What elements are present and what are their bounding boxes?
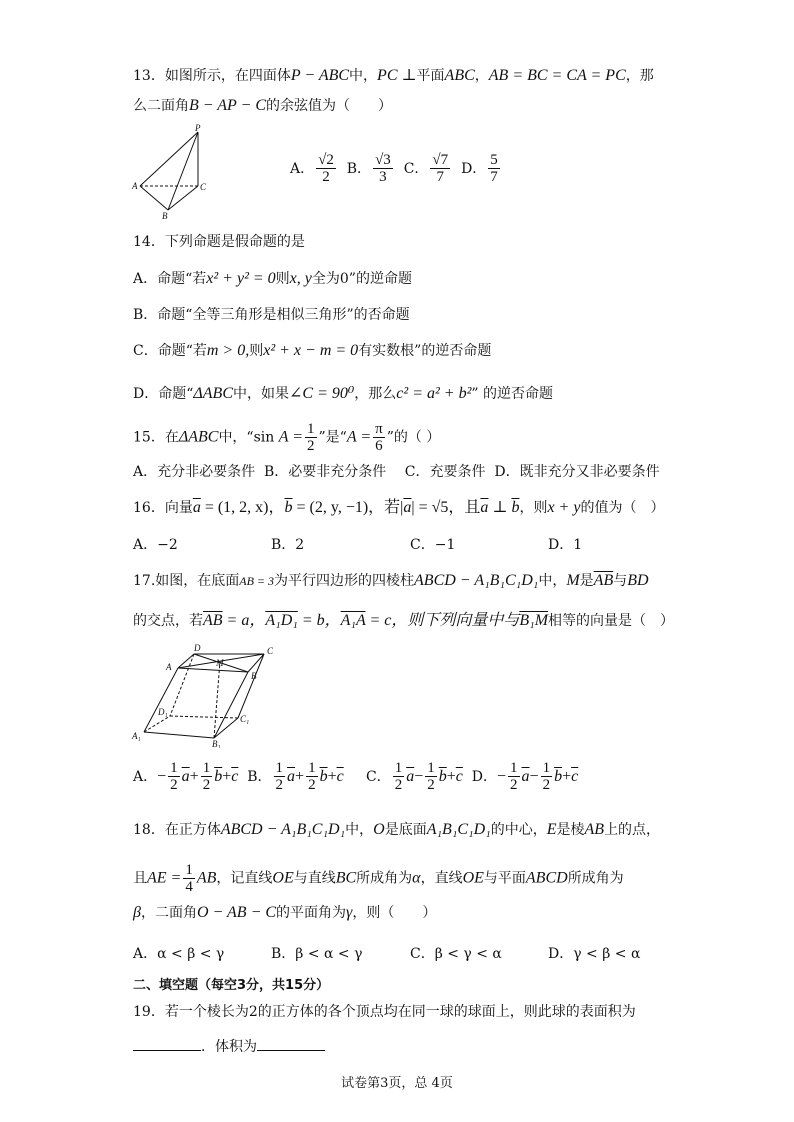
text: 中， bbox=[538, 573, 567, 589]
text: 是 bbox=[579, 573, 594, 589]
numerator: √2 bbox=[318, 152, 334, 168]
math: M bbox=[566, 572, 580, 589]
vector-c: $\overline{c}$ bbox=[455, 767, 463, 785]
sign: − bbox=[529, 767, 539, 785]
text: ，则（ ） bbox=[352, 905, 437, 921]
text: ，记直线 bbox=[216, 870, 273, 887]
q16-option-b[interactable]: B．2 bbox=[271, 537, 305, 553]
vector-b: $\overline{b}$ bbox=[438, 767, 447, 785]
q18-option-a[interactable]: A．α < β < γ bbox=[133, 946, 225, 962]
option-letter: C． bbox=[403, 160, 429, 177]
sign: − bbox=[157, 767, 167, 785]
q15-stem bbox=[133, 421, 440, 454]
sign: + bbox=[222, 767, 232, 785]
denominator: 7 bbox=[436, 169, 445, 185]
denominator: 2 bbox=[170, 777, 178, 793]
text: 与平面 bbox=[483, 870, 526, 887]
text: 与 bbox=[613, 573, 628, 589]
math: β bbox=[133, 904, 141, 921]
label-a: A bbox=[166, 662, 172, 672]
numerator: 1 bbox=[170, 760, 178, 776]
math: m > 0, bbox=[206, 342, 250, 359]
q16-option-d[interactable]: D．1 bbox=[548, 537, 583, 553]
text: D．命题“ bbox=[133, 386, 194, 402]
numerator: π bbox=[375, 421, 383, 437]
numerator: 1 bbox=[275, 760, 284, 776]
q17-option-c[interactable] bbox=[365, 760, 463, 793]
math: ABCD − A₁B₁C₁D₁ bbox=[220, 821, 346, 838]
vector-a: $\overline{a}$ bbox=[192, 499, 201, 516]
fraction bbox=[305, 421, 317, 454]
label-c: C bbox=[200, 182, 207, 192]
text: ．体积为 bbox=[201, 1039, 257, 1055]
vector: $\overline{AB}$ bbox=[593, 572, 614, 589]
vector-b: $\overline{b}$ bbox=[319, 767, 328, 785]
sign: + bbox=[562, 767, 572, 785]
q17-options bbox=[133, 760, 578, 793]
text: 15．在 bbox=[133, 429, 179, 446]
vector: A₁D₁ bbox=[265, 612, 298, 629]
label-d1: D₁ bbox=[158, 707, 168, 717]
q13-option-c[interactable] bbox=[403, 152, 452, 185]
q13-text: 的余弦值为（ ） bbox=[266, 98, 393, 114]
denominator: 4 bbox=[185, 879, 193, 895]
label-b: B bbox=[162, 211, 168, 220]
option-letter: D． bbox=[461, 160, 487, 177]
text: 为平行四边形的四棱柱 bbox=[274, 573, 415, 589]
option-letter: A． bbox=[133, 768, 158, 785]
vector: $\overline{AB}$ bbox=[203, 612, 223, 629]
q13-tetrahedron-figure bbox=[130, 124, 215, 220]
fraction bbox=[393, 760, 405, 793]
vector: A₁A bbox=[340, 612, 366, 629]
label-p: P bbox=[195, 124, 201, 133]
q13-text: ，那 bbox=[625, 68, 654, 84]
text: 的交点，若 bbox=[133, 613, 203, 629]
denominator: 2 bbox=[394, 777, 403, 793]
q18-line3 bbox=[133, 903, 436, 923]
math: E bbox=[546, 821, 557, 838]
denominator: 2 bbox=[427, 777, 435, 793]
math: = c，则下列向量中与 bbox=[365, 612, 520, 629]
math: = (2, y, −1)，若| bbox=[292, 499, 404, 516]
numerator: √7 bbox=[432, 152, 449, 168]
label-a: A bbox=[132, 181, 138, 191]
math: ΔABC bbox=[178, 428, 219, 446]
q17-line2 bbox=[133, 611, 674, 631]
text: ”是“ bbox=[318, 429, 347, 446]
vector-b: $\overline{b}$ bbox=[284, 499, 293, 516]
vector-c: $\overline{c}$ bbox=[571, 767, 579, 785]
text: 且 bbox=[133, 870, 147, 887]
math: O bbox=[373, 821, 385, 838]
q14-option-a[interactable] bbox=[133, 269, 412, 289]
label-b1: B₁ bbox=[212, 739, 221, 748]
q13-text: 平面 bbox=[416, 68, 445, 84]
text: 全为0”的逆命题 bbox=[311, 271, 412, 287]
label-b: B bbox=[251, 671, 257, 681]
label-c1: C₁ bbox=[240, 714, 250, 724]
denominator: 2 bbox=[307, 438, 315, 454]
q13-option-b[interactable] bbox=[346, 152, 395, 185]
vector-a: $\overline{a}$ bbox=[480, 499, 489, 516]
numerator: 1 bbox=[510, 760, 518, 776]
text: C．命题“若 bbox=[133, 343, 207, 359]
math: = a， bbox=[222, 612, 266, 629]
sign: + bbox=[327, 767, 337, 785]
text: ，直线 bbox=[420, 870, 463, 887]
q13-text: 中， bbox=[349, 68, 378, 84]
denominator: 2 bbox=[542, 777, 551, 793]
math: x² + x − m = 0 bbox=[263, 342, 359, 359]
sign: − bbox=[497, 767, 507, 785]
denominator: 7 bbox=[490, 169, 498, 185]
q13-option-d[interactable] bbox=[461, 152, 502, 185]
text: 与直线 bbox=[293, 870, 336, 887]
sign: − bbox=[414, 767, 424, 785]
vector-a: $\overline{a}$ bbox=[181, 767, 190, 785]
fraction bbox=[168, 760, 180, 793]
q13-expr: B − AP − C bbox=[189, 97, 267, 114]
denominator: 2 bbox=[308, 777, 316, 793]
option-letter: B． bbox=[247, 768, 272, 785]
math: = b， bbox=[297, 612, 341, 629]
math: c² = a² + b² bbox=[396, 385, 472, 402]
q13-expr: AB = BC = CA = PC bbox=[488, 67, 626, 84]
math: | = √5，且 bbox=[411, 499, 481, 516]
numerator: 1 bbox=[394, 760, 403, 776]
q15-options[interactable]: A．充分非必要条件 B．必要非充分条件 C．充要条件 D．既非充分又非必要条件 bbox=[133, 464, 660, 480]
text: ”的（ ） bbox=[386, 429, 441, 446]
q18-option-b[interactable]: B．β < α < γ bbox=[271, 946, 363, 962]
text: 的平面角为 bbox=[276, 905, 347, 921]
math: x + y bbox=[547, 499, 581, 516]
q13-line2 bbox=[133, 96, 392, 116]
vector-b: $\overline{b}$ bbox=[554, 767, 563, 785]
math: OE bbox=[272, 869, 294, 887]
text: 中，如果 bbox=[233, 386, 289, 402]
numerator: 1 bbox=[202, 760, 211, 776]
fraction bbox=[183, 862, 195, 895]
text: 是底面 bbox=[384, 822, 427, 838]
label-m: M bbox=[216, 658, 224, 668]
q14-option-c[interactable] bbox=[133, 341, 491, 361]
q13-line1 bbox=[133, 66, 654, 86]
sign: + bbox=[446, 767, 456, 785]
vector-c: $\overline{c}$ bbox=[336, 767, 344, 785]
q13-expr: PC ⊥ bbox=[377, 67, 417, 84]
denominator: 2 bbox=[322, 169, 330, 185]
section-heading: 二、填空题（每空3分，共15分） bbox=[133, 978, 330, 993]
math: A = bbox=[346, 428, 372, 446]
denominator: 2 bbox=[275, 777, 284, 793]
fraction bbox=[541, 760, 553, 793]
q17-option-a[interactable] bbox=[133, 760, 239, 793]
math: O − AB − C bbox=[196, 904, 277, 921]
q13-text: 么二面角 bbox=[133, 98, 189, 114]
q13-option-a[interactable] bbox=[290, 152, 338, 185]
q18-option-c[interactable]: C．β < γ < α bbox=[410, 946, 502, 962]
text: ，那么 bbox=[354, 386, 397, 402]
sign: + bbox=[189, 767, 199, 785]
vector-c: $\overline{c}$ bbox=[231, 767, 239, 785]
text: 中， bbox=[345, 822, 374, 838]
text: ，则 bbox=[519, 500, 548, 516]
text: 是棱 bbox=[556, 822, 585, 838]
q17-line1 bbox=[133, 571, 649, 591]
math: α bbox=[412, 869, 421, 887]
math: BC bbox=[335, 869, 357, 887]
q13-text: 13．如图所示，在四面体 bbox=[133, 68, 291, 84]
denominator: 6 bbox=[375, 438, 383, 454]
q17-prism-figure bbox=[130, 644, 280, 748]
math: AB bbox=[196, 869, 217, 887]
math: x² + y² = 0 bbox=[206, 270, 276, 287]
numerator: 1 bbox=[427, 760, 435, 776]
q14-option-d[interactable] bbox=[133, 384, 553, 404]
denominator: 2 bbox=[510, 777, 518, 793]
math: = (1, 2, x)， bbox=[200, 499, 285, 516]
q18-line1 bbox=[133, 820, 660, 840]
vector-b: $\overline{b}$ bbox=[511, 499, 520, 516]
math: BD bbox=[627, 572, 649, 589]
text: ，二面角 bbox=[140, 905, 197, 921]
numerator: 1 bbox=[185, 862, 193, 878]
numerator: 5 bbox=[490, 152, 498, 168]
q17-option-b[interactable] bbox=[247, 760, 344, 793]
q13-expr: P − ABC bbox=[290, 67, 350, 84]
text: 则 bbox=[275, 271, 290, 287]
label-c: C bbox=[267, 646, 274, 656]
answer-blank-volume[interactable] bbox=[257, 1036, 325, 1051]
fraction bbox=[488, 152, 500, 185]
math: A₁B₁C₁D₁ bbox=[426, 821, 491, 838]
fraction bbox=[373, 421, 385, 454]
vector-b: $\overline{b}$ bbox=[214, 767, 223, 785]
option-letter: C． bbox=[365, 768, 391, 785]
fraction bbox=[274, 760, 286, 793]
math: γ bbox=[346, 904, 353, 921]
q18-line2 bbox=[133, 862, 624, 895]
text: 的中心， bbox=[490, 822, 547, 838]
text: 16．向量 bbox=[133, 500, 193, 516]
fraction bbox=[306, 760, 318, 793]
option-letter: B． bbox=[346, 160, 372, 177]
math: OE bbox=[462, 869, 484, 887]
numerator: 1 bbox=[307, 421, 315, 437]
text: ” 的逆否命题 bbox=[471, 386, 553, 402]
q14-option-b[interactable]: B．命题“全等三角形是相似三角形”的否命题 bbox=[133, 307, 410, 323]
math: ABCD − A₁B₁C₁D₁ bbox=[414, 572, 539, 589]
math: ⊥ bbox=[488, 499, 512, 516]
math: ABCD bbox=[525, 869, 568, 887]
math: A = bbox=[278, 428, 304, 446]
option-letter: D． bbox=[471, 768, 497, 785]
label-a1: A₁ bbox=[132, 731, 141, 741]
vector-a: $\overline{a}$ bbox=[403, 499, 412, 516]
answer-blank-area[interactable] bbox=[133, 1036, 201, 1051]
q19-line2 bbox=[133, 1036, 325, 1057]
vector-a: $\overline{a}$ bbox=[287, 767, 296, 785]
q13-expr: ABC bbox=[444, 67, 475, 84]
text: 所成角为 bbox=[567, 870, 624, 887]
numerator: 1 bbox=[308, 760, 316, 776]
text: 18．在正方体 bbox=[133, 822, 221, 838]
sign: + bbox=[295, 767, 305, 785]
q16-stem bbox=[133, 498, 664, 518]
vector-a: $\overline{a}$ bbox=[406, 767, 415, 785]
text: 相等的向量是（ ） bbox=[548, 613, 675, 629]
fraction bbox=[373, 152, 393, 185]
q16-option-c[interactable]: C．−1 bbox=[410, 537, 456, 553]
text: 上的点， bbox=[604, 822, 661, 838]
text: 有实数根”的逆否命题 bbox=[358, 343, 492, 359]
fraction bbox=[316, 152, 336, 185]
denominator: 3 bbox=[379, 169, 387, 185]
text: 中，“sin bbox=[218, 429, 275, 446]
q14-stem: 14．下列命题是假命题的是 bbox=[133, 234, 305, 250]
text: A．命题“若 bbox=[133, 271, 207, 287]
fraction bbox=[201, 760, 213, 793]
label-d: D bbox=[194, 644, 201, 653]
fraction bbox=[508, 760, 520, 793]
math: AB bbox=[584, 821, 605, 838]
math: AE = bbox=[147, 869, 182, 887]
text: 17.如图，在底面 bbox=[133, 573, 240, 589]
denominator: 2 bbox=[202, 777, 211, 793]
math: ΔABC bbox=[193, 385, 233, 402]
option-letter: A． bbox=[290, 160, 315, 177]
fraction bbox=[430, 152, 450, 185]
page-footer: 试卷第3页，总 4页 bbox=[341, 1076, 453, 1091]
q16-option-a[interactable]: A．−2 bbox=[133, 537, 178, 553]
vector: B₁M bbox=[519, 612, 549, 629]
q17-option-d[interactable] bbox=[471, 760, 579, 793]
text: 所成角为 bbox=[356, 870, 413, 887]
q19-line1: 19．若一个棱长为2的正方体的各个顶点均在同一球的球面上，则此球的表面积为 bbox=[133, 1004, 636, 1020]
math: ∠C = 90⁰ bbox=[289, 385, 355, 402]
q13-options bbox=[290, 152, 502, 185]
text: 则 bbox=[249, 343, 264, 359]
q18-option-d[interactable]: D．γ < β < α bbox=[548, 946, 641, 962]
math: AB = 3 bbox=[239, 574, 275, 588]
numerator: √3 bbox=[375, 152, 391, 168]
math: x, y bbox=[289, 270, 312, 287]
vector-a: $\overline{a}$ bbox=[521, 767, 530, 785]
q13-text: ， bbox=[474, 68, 489, 84]
fraction bbox=[425, 760, 437, 793]
text: 的值为（ ） bbox=[580, 500, 665, 516]
numerator: 1 bbox=[542, 760, 551, 776]
